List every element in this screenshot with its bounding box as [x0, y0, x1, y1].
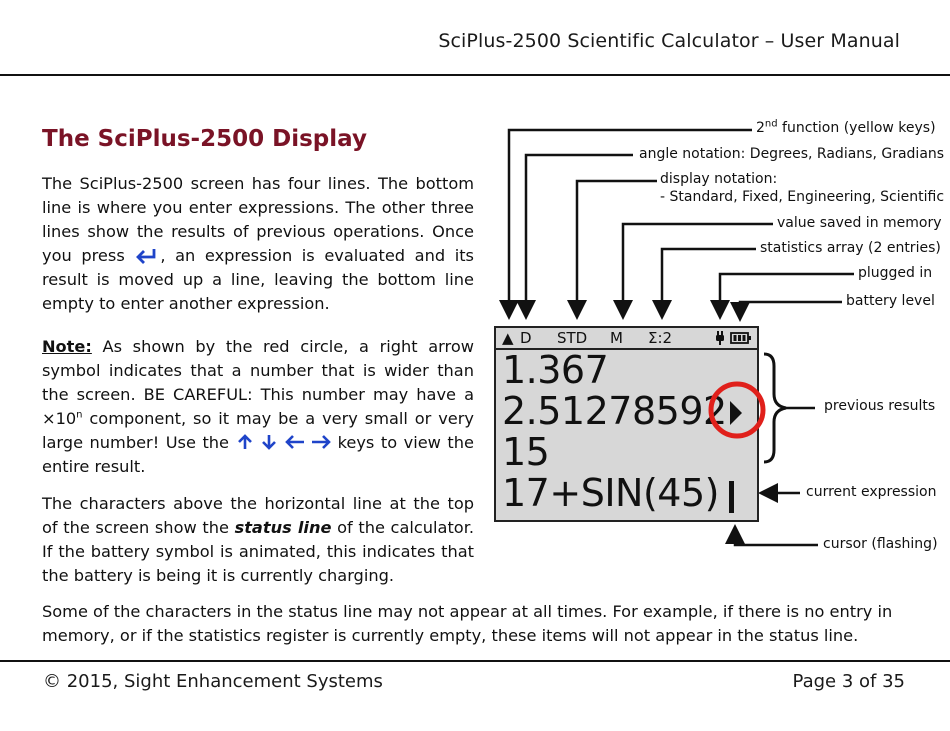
- cursor-bar: [729, 481, 734, 513]
- header-rule: [0, 74, 950, 76]
- down-arrow-icon: [260, 434, 278, 450]
- notation-indicator: STD: [557, 329, 588, 347]
- status-line-emphasis: status line: [234, 518, 332, 537]
- paragraph-text: , an expression is evaluated and its result is moved up a line, leaving the bottom line empty to enter another expression.: [42, 246, 474, 313]
- footer-rule: [0, 660, 950, 662]
- angle-indicator: D: [520, 329, 532, 347]
- right-arrow-icon: [311, 434, 331, 450]
- label-cursor: cursor (flashing): [823, 536, 938, 552]
- running-header: SciPlus-2500 Scientific Calculator – User Manual: [438, 30, 900, 52]
- label-angle-notation: angle notation: Degrees, Radians, Gradians: [639, 146, 945, 162]
- result-line-2: 2.51278592: [502, 389, 727, 433]
- label-plugged-in: plugged in: [858, 265, 933, 281]
- paragraph-status-availability: Some of the characters in the status line may not appear at all times. For example, if there is no entry in memory, or if the statistics register is currently empty, these items will not appear in the status line.: [42, 602, 893, 645]
- enter-key-icon: [134, 246, 160, 264]
- paragraph-text: keys to view the entire result.: [42, 433, 474, 476]
- paragraph-screen-lines: [42, 172, 474, 316]
- highlight-circle: [707, 380, 767, 440]
- label-previous-results: previous results: [824, 398, 936, 414]
- paragraph-status-line: [42, 492, 474, 588]
- paragraph-text: The characters above the horizontal line at the top of the screen show the: [42, 494, 474, 537]
- section-title: The SciPlus-2500 Display: [42, 126, 367, 152]
- label-display-notation-options: - Standard, Fixed, Engineering, Scientific: [660, 189, 945, 205]
- note-label: Note:: [42, 337, 92, 356]
- label-statistics: statistics array (2 entries): [760, 240, 941, 256]
- battery-icon: [730, 332, 752, 344]
- superscript: n: [76, 409, 83, 421]
- paragraph-text: component, so it may be a very small or very large number! Use the: [42, 409, 474, 452]
- result-line-1: 1.367: [502, 348, 609, 392]
- label-2nd-function: 2nd function (yellow keys): [756, 118, 936, 136]
- expression-line: 17+SIN(45): [502, 471, 719, 515]
- label-current-expression: current expression: [806, 484, 937, 500]
- stats-indicator: Σ:2: [648, 329, 673, 347]
- label-display-notation: display notation:: [660, 171, 778, 187]
- display-diagram: [490, 110, 945, 570]
- label-battery-level: battery level: [846, 293, 935, 309]
- paragraph-text: The SciPlus-2500 screen has four lines. The bottom line is where you enter expressions. The other three lines show the results of previous operations. Once you press: [42, 174, 474, 265]
- footer-page-number: Page 3 of 35: [792, 671, 905, 692]
- result-line-3: 15: [502, 430, 550, 474]
- paragraph-note: [42, 335, 474, 479]
- shift-indicator: ▲: [502, 329, 514, 347]
- left-arrow-icon: [285, 434, 305, 450]
- paragraph-text: As shown by the red circle, a right arrow symbol indicates that a number that is wider than the screen. BE CAREFUL: This number may have a ×10: [42, 337, 474, 428]
- footer-copyright: © 2015, Sight Enhancement Systems: [43, 671, 383, 692]
- status-line: [496, 328, 757, 350]
- memory-indicator: M: [610, 329, 623, 347]
- plug-icon: [714, 331, 726, 345]
- label-memory: value saved in memory: [777, 215, 942, 231]
- up-arrow-icon: [236, 434, 254, 450]
- paragraph-text: of the calculator. If the battery symbol is animated, this indicates that the battery is being it is currently charging.: [42, 518, 475, 585]
